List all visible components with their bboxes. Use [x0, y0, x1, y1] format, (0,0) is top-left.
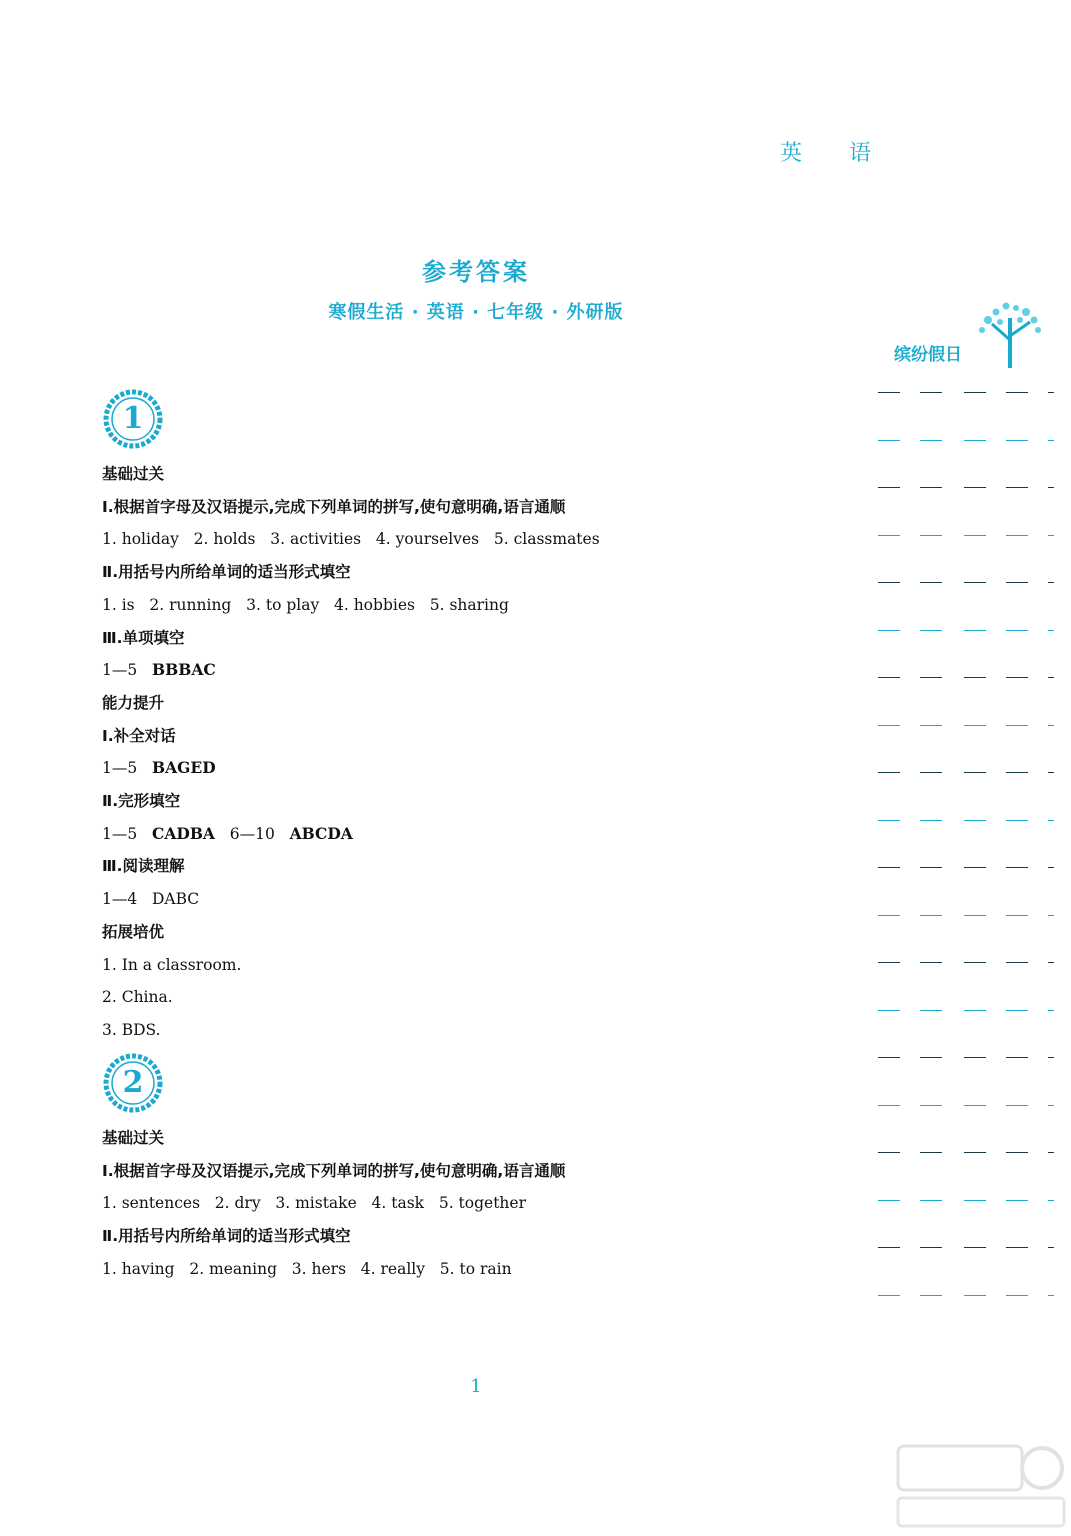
- answer-key: BAGED: [152, 758, 216, 778]
- answer-line: [102, 660, 216, 680]
- note-line: [878, 1200, 1058, 1248]
- watermark-logo: [896, 1442, 1066, 1530]
- answer-line: 1. having 2. meaning 3. hers 4. really 5. to rain: [102, 1259, 512, 1278]
- section-heading: Ⅱ.用括号内所给单词的适当形式填空: [102, 1227, 351, 1246]
- note-line: [878, 535, 1058, 583]
- section-heading: Ⅱ.用括号内所给单词的适当形式填空: [102, 563, 351, 582]
- section-heading: 拓展培优: [102, 922, 165, 941]
- note-line: [878, 915, 1058, 963]
- answer-key: ABCDA: [289, 823, 353, 843]
- unit-badge-number: 1: [122, 401, 144, 436]
- note-line: [878, 820, 1058, 868]
- question-range: 6—10: [214, 824, 290, 843]
- margin-logo-text: 缤纷假日: [894, 345, 962, 365]
- note-line: [878, 1152, 1058, 1200]
- margin-logo: [892, 300, 1052, 372]
- note-line: [878, 630, 1058, 678]
- tree-icon: [974, 300, 1046, 370]
- note-line: [878, 1057, 1058, 1105]
- answer-line: 1. In a classroom.: [102, 955, 242, 974]
- unit-badge-2: [102, 1052, 164, 1114]
- page-subtitle: 寒假生活 · 英语 · 七年级 · 外研版: [328, 302, 624, 323]
- note-line: [878, 440, 1058, 488]
- note-line: [878, 487, 1058, 535]
- page-number: 1: [470, 1376, 482, 1397]
- answer-key: CADBA: [152, 823, 215, 843]
- subject-header: 英 语: [780, 141, 891, 166]
- note-line: [878, 1295, 1058, 1343]
- question-range: 1—5: [102, 759, 153, 778]
- note-line: [878, 1105, 1058, 1153]
- note-line: [878, 867, 1058, 915]
- answer-line: 2. China.: [102, 988, 173, 1007]
- section-heading: Ⅲ.阅读理解: [102, 857, 185, 876]
- section-heading: Ⅲ.单项填空: [102, 628, 185, 647]
- section-heading: Ⅰ.根据首字母及汉语提示,完成下列单词的拼写,使句意明确,语言通顺: [102, 1161, 566, 1180]
- note-line: [878, 677, 1058, 725]
- note-line: [878, 725, 1058, 773]
- unit-badge-1: [102, 388, 164, 450]
- answer-line: 1. sentences 2. dry 3. mistake 4. task 5. together: [102, 1194, 527, 1213]
- section-heading: 基础过关: [102, 1129, 165, 1147]
- note-line: [878, 1247, 1058, 1295]
- answer-line: 1. is 2. running 3. to play 4. hobbies 5. sharing: [102, 595, 509, 614]
- note-line: [878, 1010, 1058, 1058]
- section-heading: 能力提升: [102, 693, 165, 712]
- answer-line: [102, 758, 216, 778]
- section-heading: Ⅰ.补全对话: [102, 726, 176, 745]
- question-range: 1—5: [102, 824, 153, 843]
- answer-line: 1—4 DABC: [102, 890, 200, 909]
- unit-badge-number: 2: [122, 1065, 144, 1100]
- note-line: [878, 772, 1058, 820]
- page-title: 参考答案: [422, 257, 530, 286]
- section-heading: 基础过关: [102, 465, 165, 483]
- margin-notes-lines: [878, 392, 1058, 1342]
- note-line: [878, 582, 1058, 630]
- section-heading: Ⅱ.完形填空: [102, 792, 181, 810]
- note-line: [878, 392, 1058, 440]
- note-line: [878, 962, 1058, 1010]
- answer-line: [102, 824, 353, 844]
- question-range: 1—5: [102, 661, 153, 680]
- section-heading: Ⅰ.根据首字母及汉语提示,完成下列单词的拼写,使句意明确,语言通顺: [102, 497, 566, 516]
- answer-key: BBBAC: [152, 660, 216, 680]
- answer-line: 3. BDS.: [102, 1020, 161, 1039]
- answer-line: 1. holiday 2. holds 3. activities 4. yourselves 5. classmates: [102, 530, 600, 549]
